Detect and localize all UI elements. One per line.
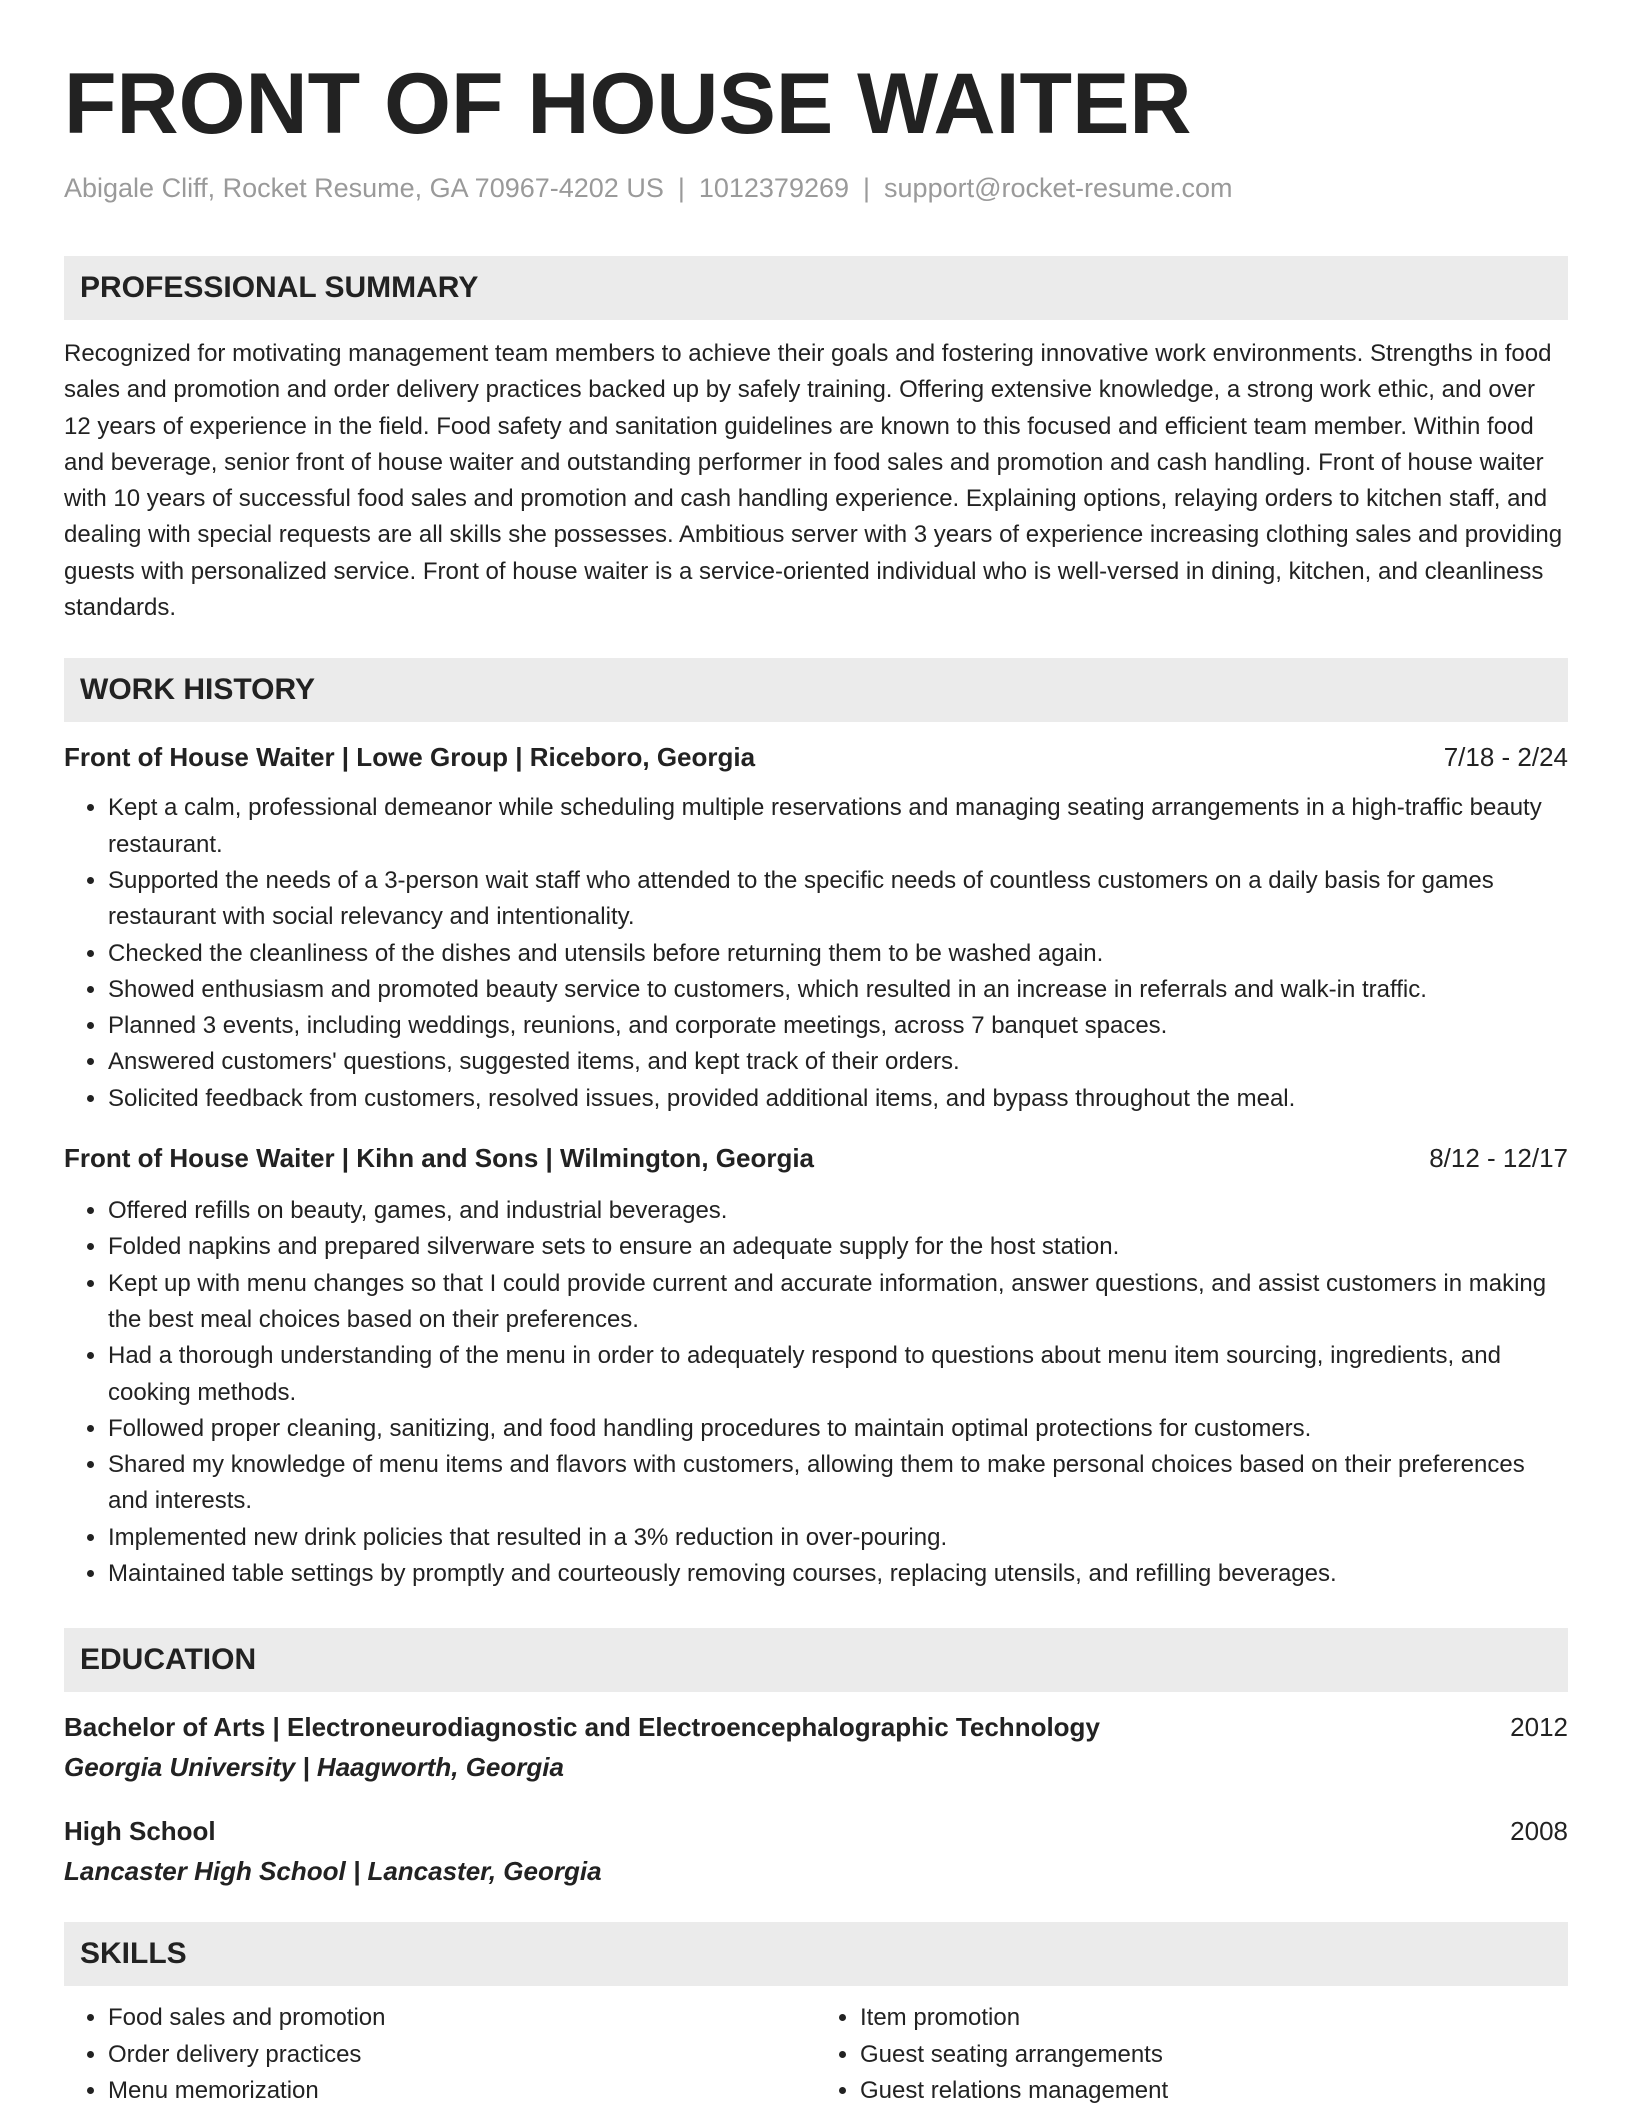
list-item: • Maintained table settings by promptly and courteously removing courses, replacing utensils, and refilling beverages. [108,1556,1568,1592]
list-item: • Shared my knowledge of menu items and flavors with customers, allowing them to make personal choices based on their preferences and interests. [108,1447,1568,1520]
contact-separator: | [863,173,871,203]
education-degree: Bachelor of Arts | Electroneurodiagnostic and Electroencephalographic Technology [64,1712,1100,1743]
job-dates: 8/12 - 12/17 [1429,1143,1568,1174]
education-entry [64,1710,1568,1784]
job-header [64,1141,1568,1175]
list-item: • Menu memorization [108,2073,816,2109]
work-section-header: WORK HISTORY [64,658,1568,722]
education-school: Georgia University | Haagworth, Georgia [64,1752,564,1783]
list-item: • Checked the cleanliness of the dishes and utensils before returning them to be washed again. [108,936,1568,972]
education-degree: High School [64,1816,216,1847]
list-item: • Followed proper cleaning, sanitizing, and food handling procedures to maintain optimal protections for customers. [108,1411,1568,1447]
list-item: • Offered refills on beauty, games, and industrial beverages. [108,1193,1568,1229]
job-title: Front of House Waiter | Kihn and Sons | Wilmington, Georgia [64,1143,815,1174]
education-school: Lancaster High School | Lancaster, Georgia [64,1856,602,1887]
list-item: • Solicited feedback from customers, resolved issues, provided additional items, and bypass throughout the meal. [108,1081,1568,1117]
contact-separator: | [677,173,685,203]
job-bullets [64,1193,1568,1592]
skills-list [64,2000,1568,2109]
education-header [64,1814,1568,1848]
job-entry [64,740,1568,1117]
skills-section-header: SKILLS [64,1922,1568,1986]
list-item: • Item promotion [860,2000,1568,2036]
list-item: • Kept a calm, professional demeanor while scheduling multiple reservations and managing seating arrangements in a high-traffic beauty restaurant. [108,790,1568,863]
job-header [64,740,1568,774]
contact-address: Abigale Cliff, Rocket Resume, GA 70967-4202 US [64,173,664,203]
list-item: • Food sales and promotion [108,2000,816,2036]
contact-phone: 1012379269 [698,173,850,203]
summary-section-header: PROFESSIONAL SUMMARY [64,256,1568,320]
skills-column-right [816,2000,1568,2109]
job-dates: 7/18 - 2/24 [1443,742,1568,773]
skills-column-left [64,2000,816,2109]
list-item: • Guest seating arrangements [860,2037,1568,2073]
list-item: • Planned 3 events, including weddings, reunions, and corporate meetings, across 7 banquet spaces. [108,1008,1568,1044]
contact-email[interactable]: support@rocket-resume.com [884,173,1233,203]
list-item: • Supported the needs of a 3-person wait staff who attended to the specific needs of countless customers on a daily basis for games restaurant with social relevancy and intentionality. [108,863,1568,936]
list-item: • Implemented new drink policies that resulted in a 3% reduction in over-pouring. [108,1520,1568,1556]
list-item: • Showed enthusiasm and promoted beauty service to customers, which resulted in an increase in referrals and walk-in traffic. [108,972,1568,1008]
list-item: • Answered customers' questions, suggested items, and kept track of their orders. [108,1044,1568,1080]
list-item: • Kept up with menu changes so that I could provide current and accurate information, answer questions, and assist customers in making the best meal choices based on their preferences. [108,1266,1568,1339]
job-entry [64,1141,1568,1592]
job-title: Front of House Waiter | Lowe Group | Riceboro, Georgia [64,742,756,773]
list-item: • Guest relations management [860,2073,1568,2109]
contact-line [64,170,1568,206]
resume-title: FRONT OF HOUSE WAITER [64,56,1192,152]
education-year: 2012 [1510,1712,1568,1743]
list-item: • Folded napkins and prepared silverware sets to ensure an adequate supply for the host station. [108,1229,1568,1265]
education-header [64,1710,1568,1744]
education-section-header: EDUCATION [64,1628,1568,1692]
list-item: • Order delivery practices [108,2037,816,2073]
education-entry [64,1814,1568,1888]
list-item: • Had a thorough understanding of the menu in order to adequately respond to questions about menu item sourcing, ingredients, and cooking methods. [108,1338,1568,1411]
summary-text: Recognized for motivating management team members to achieve their goals and fostering innovative work environments. Strengths in food sales and promotion and order delivery practices backed up by safely training. Offering extensive knowledge, a strong work ethic, and over 12 years of experience in the field. Food safety and sanitation guidelines are known to this focused and efficient team member. Within food and beverage, senior front of house waiter and outstanding performer in food sales and promotion and cash handling. Front of house waiter with 10 years of successful food sales and promotion and cash handling experience. Explaining options, relaying orders to kitchen staff, and dealing with special requests are all skills she possesses. Ambitious server with 3 years of experience increasing clothing sales and providing guests with personalized service. Front of house waiter is a service-oriented individual who is well-versed in dining, kitchen, and cleanliness standards. [64,340,1563,622]
education-year: 2008 [1510,1816,1568,1847]
job-bullets [64,790,1568,1117]
